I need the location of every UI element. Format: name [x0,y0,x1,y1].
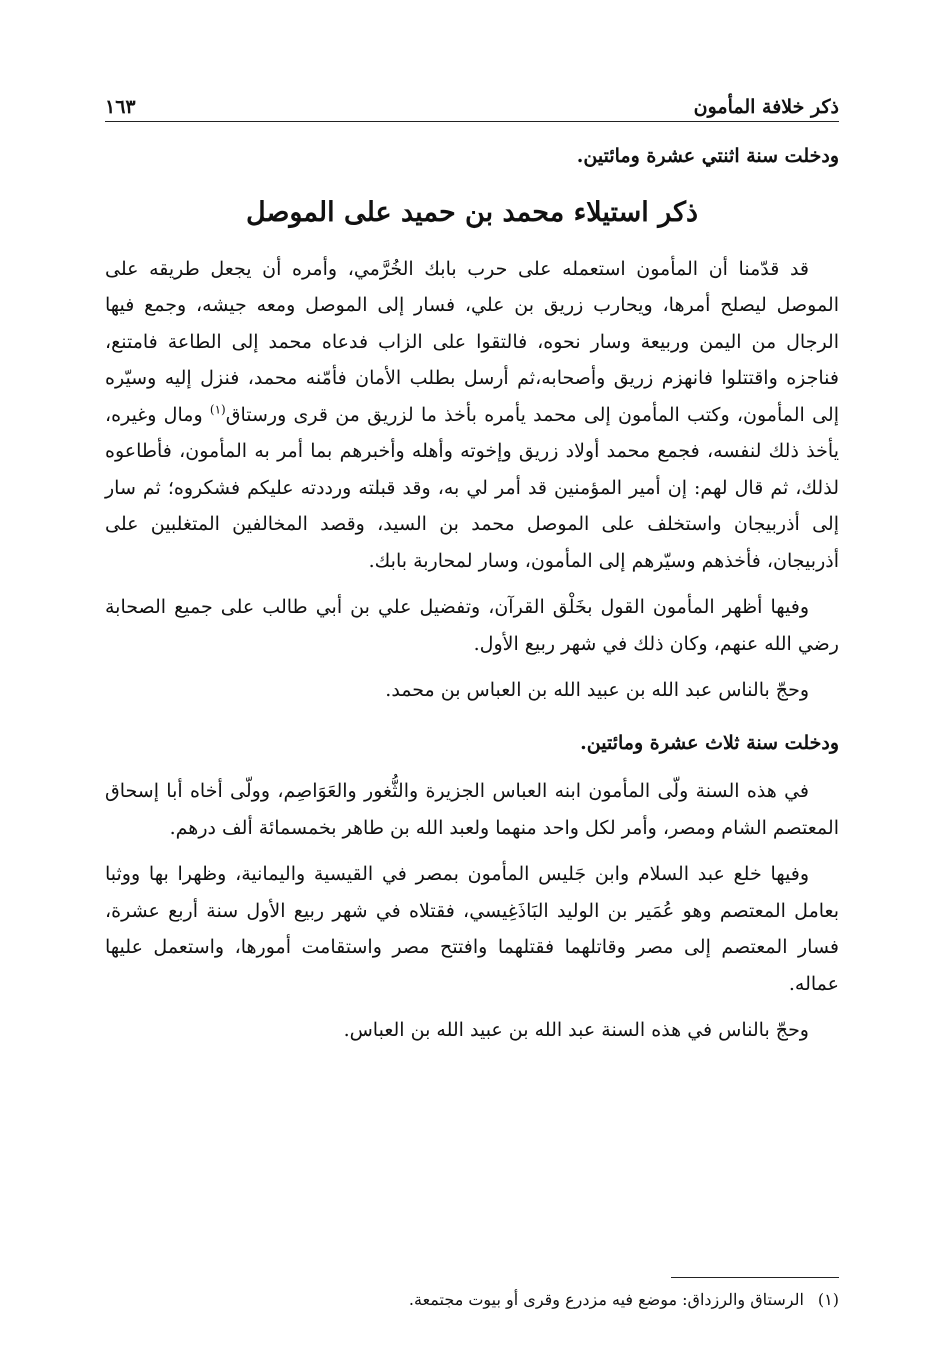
chapter-title: ذكر استيلاء محمد بن حميد على الموصل [246,196,698,228]
year-heading-213: ودخلت سنة ثلاث عشرة ومائتين. [580,731,839,754]
paragraph-4: في هذه السنة ولّى المأمون ابنه العباس الجزيرة والثُّغور والعَوَاصِم، وولّى أخاه أبا إسحاق المعتصم الشام ومصر، وأمر لكل واحد منهما ولعبد الله بن طاهر بخمسمائة ألف درهم. [105,780,839,839]
page-number: ١٦٣ [105,96,136,118]
paragraph-5: وفيها خلع عبد السلام وابن جَليس المأمون بمصر في القيسية واليمانية، وظهرا بها ووثبا بعامل المعتصم وهو عُمَير بن الوليد البَاذَغِيسي، فقتلاه في شهر ربيع الأول سنة أربع عشرة، فسار المعتصم إلى مصر وقاتلهما فقتلهما وافتتح مصر واستقامت أمورها، واستعمل عليها عماله. [105,863,839,995]
paragraph-3: وحجّ بالناس عبد الله بن عبيد الله بن العباس بن محمد. [385,679,809,701]
footnote-number: (١) [817,1290,839,1309]
running-header [105,86,839,118]
main-text [105,138,839,1059]
footnote-reference[interactable]: (١) [209,402,226,417]
footnote [105,1286,839,1314]
running-title: ذكر خلافة المأمون [693,96,839,118]
footnote-text: الرستاق والرزداق: موضع فيه مزدرع وقرى أو بيوت مجتمعة. [408,1290,804,1309]
paragraph-1 [105,251,839,580]
footnote-rule [671,1277,839,1278]
header-rule [105,121,839,122]
paragraph-6: وحجّ بالناس في هذه السنة عبد الله بن عبيد الله بن العباس. [343,1019,809,1041]
paragraph-1-text-b: ومال وغيره، يأخذ ذلك لنفسه، فجمع محمد أولاد زريق وإخوته وأهله وأخبرهم بما أمر به المأمون، فأطاعوه لذلك، ثم قال لهم: إن أمير المؤمنين قد أمر لي به، وقد قبلته ورددته عليكم فشكروه؛ ثم سار إلى أذربيجان واستخلف على الموصل محمد بن السيد، وقصد المخالفين المتغلبين على أذربيجان، فأخذهم وسيّرهم إلى المأمون، وسار لمحاربة بابك. [105,403,839,572]
year-heading-212: ودخلت سنة اثنتي عشرة ومائتين. [576,145,839,167]
paragraph-2: وفيها أظهر المأمون القول بخَلْق القرآن، وتفضيل علي بن أبي طالب على جميع الصحابة رضي الله عنهم، وكان ذلك في شهر ربيع الأول. [105,596,839,655]
paragraph-1-text-a: قد قدّمنا أن المأمون استعمله على حرب بابك الخُرَّمي، وأمره أن يجعل طريقه على الموصل ليصلح أمرها، ويحارب زريق بن علي، فسار إلى الموصل ومعه جيشه، وجمع فيها الرجال من اليمن وربيعة وسار نحوه، فالتقوا على الزاب فدعاه محمد إلى الطاعة فامتنع، فناجزه واقتتلوا فانهزم زريق وأصحابه،ثم أرسل بطلب الأمان فأمّنه محمد، فنزل إليه وسيّره إلى المأمون، وكتب المأمون إلى محمد يأمره بأخذ ما لزريق من قرى ورستاق [105,257,839,426]
